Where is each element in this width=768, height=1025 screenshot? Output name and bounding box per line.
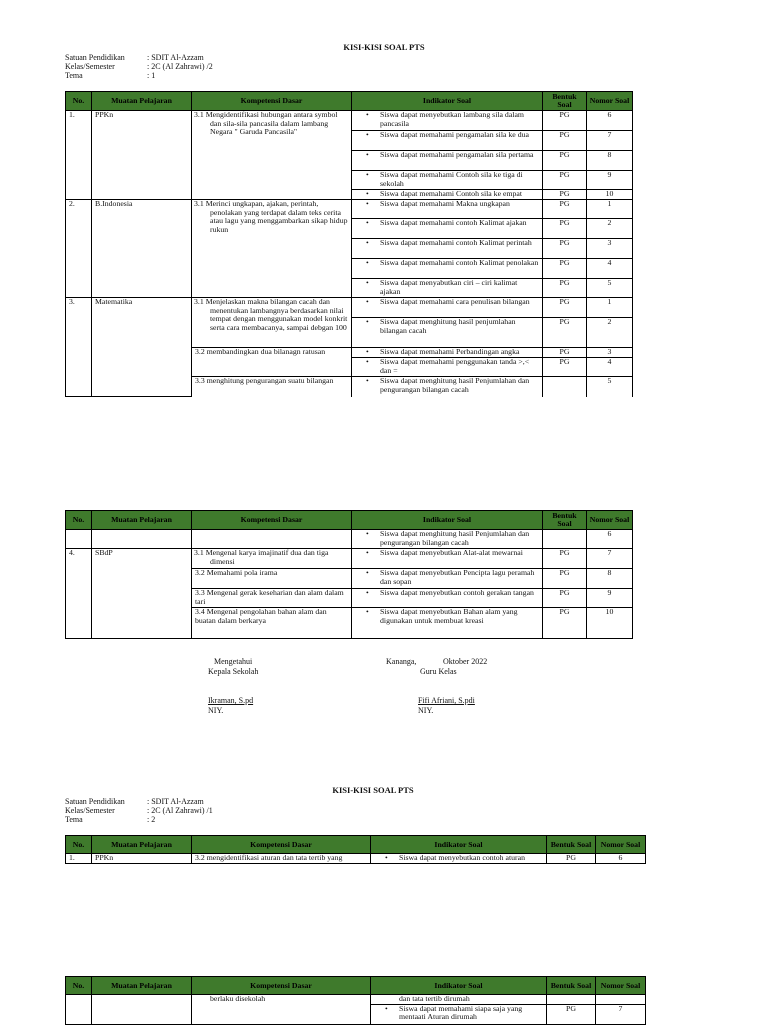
- question-number: 8: [587, 151, 633, 171]
- doc-title: KISI-KISI SOAL PTS: [343, 42, 425, 52]
- indicator: • Siswa dapat memahami contoh Kalimat perintah: [352, 239, 543, 259]
- form: PG: [543, 151, 587, 171]
- form: PG: [543, 589, 587, 608]
- indicator: • Siswa dapat menyebutkan contoh gerakan tangan: [352, 589, 543, 608]
- competency: 3.2 mengidentifikasi aturan dan tata tertib yang: [192, 854, 371, 864]
- form: PG: [543, 279, 587, 298]
- form: PG: [543, 111, 587, 131]
- row-number: 1.: [66, 854, 92, 864]
- indicator: • Siswa dapat memahami pengamalan sila ke dua: [352, 131, 543, 151]
- form: PG: [543, 358, 587, 377]
- form: PG: [543, 259, 587, 279]
- meta-label: Tema: [65, 815, 83, 824]
- question-number: 4: [587, 358, 633, 377]
- indicator: • Siswa dapat memahami Contoh sila ke empat: [352, 190, 543, 200]
- form: PG: [543, 239, 587, 259]
- kisi-table-3: [65, 835, 646, 864]
- signature-right-name: Fifi Afriani, S.pdi: [418, 696, 475, 705]
- form: PG: [543, 171, 587, 190]
- table-row: [66, 298, 633, 318]
- question-number: 1: [587, 200, 633, 219]
- header-bentuk: Bentuk Soal: [543, 92, 587, 111]
- question-number: 2: [587, 219, 633, 239]
- question-number: 2: [587, 318, 633, 348]
- header-nomor: Nomor Soal: [596, 977, 646, 995]
- question-number: 9: [587, 589, 633, 608]
- indicator: • Siswa dapat memahami Contoh sila ke tiga di sekolah: [352, 171, 543, 190]
- indicator: • Siswa dapat menghitung hasil penjumlahan bilangan cacah: [352, 318, 543, 348]
- table-row: [66, 111, 633, 131]
- signature-right-place: Kananga,: [386, 657, 417, 666]
- form: [543, 377, 587, 397]
- subject: Matematika: [92, 298, 192, 397]
- form: PG: [543, 190, 587, 200]
- meta-label: Satuan Pendidikan: [65, 797, 125, 806]
- question-number: 5: [587, 377, 633, 397]
- subject: [92, 995, 192, 1025]
- form: PG: [547, 1004, 596, 1024]
- subject: [92, 530, 192, 549]
- indicator: • Siswa dapat memahami cara penulisan bilangan: [352, 298, 543, 318]
- table-row: [66, 530, 633, 549]
- form: [547, 995, 596, 1005]
- form: PG: [543, 219, 587, 239]
- indicator: • Siswa dapat memahami pengamalan sila pertama: [352, 151, 543, 171]
- meta-label: Satuan Pendidikan: [65, 53, 125, 62]
- header-no: No.: [66, 92, 92, 111]
- header-no: No.: [66, 511, 92, 530]
- form: PG: [543, 569, 587, 589]
- indicator: • Siswa dapat memahami siapa saja yang mentaati Aturan dirumah: [371, 1004, 547, 1024]
- header-kd: Kompetensi Dasar: [192, 977, 371, 995]
- row-number: 4.: [66, 549, 92, 639]
- form: PG: [547, 854, 596, 864]
- header-muatan: Muatan Pelajaran: [92, 511, 192, 530]
- indicator: • Siswa dapat menyebutkan Bahan alam yang digunakan untuk membuat kreasi: [352, 608, 543, 639]
- row-number: 1.: [66, 111, 92, 200]
- competency: [192, 530, 352, 549]
- signature-left-role: Kepala Sekolah: [208, 667, 259, 676]
- header-indikator: Indikator Soal: [371, 836, 547, 854]
- doc-meta: [65, 797, 365, 824]
- meta-label: Tema: [65, 71, 83, 80]
- competency: berlaku disekolah: [192, 995, 371, 1025]
- doc-meta: [65, 53, 365, 80]
- indicator: • Siswa dapat memahami contoh Kalimat ajakan: [352, 219, 543, 239]
- header-bentuk: Bentuk Soal: [547, 836, 596, 854]
- question-number: 7: [587, 131, 633, 151]
- competency: 3.1 Mengidentifikasi hubungan antara symbol dan sila-sila pancasila dalam lambang Negara " Garuda Pancasila": [192, 111, 352, 200]
- subject: PPKn: [92, 111, 192, 200]
- question-number: 10: [587, 190, 633, 200]
- indicator: • Siswa dapat menyebutkan Alat-alat mewarnai: [352, 549, 543, 569]
- question-number: 1: [587, 298, 633, 318]
- question-number: 6: [587, 111, 633, 131]
- header-no: No.: [66, 836, 92, 854]
- subject: B.Indonesia: [92, 200, 192, 298]
- indicator: • Siswa dapat menghitung hasil Penjumlahan dan pengurangan bilangan cacah: [352, 377, 543, 397]
- question-number: 7: [596, 1004, 646, 1024]
- header-kd: Kompetensi Dasar: [192, 92, 352, 111]
- meta-label: Kelas/Semester: [65, 806, 115, 815]
- question-number: 10: [587, 608, 633, 639]
- form: [543, 530, 587, 549]
- signature-right-date: Oktober 2022: [443, 657, 488, 666]
- indicator: • Siswa dapat memahami Perbandingan angka: [352, 348, 543, 358]
- competency: 3.1 Mengenal karya imajinatif dua dan tiga dimensi: [192, 549, 352, 569]
- indicator: • Siswa dapat memahami contoh Kalimat penolakan: [352, 259, 543, 279]
- indicator: • Siswa dapat menyebutkan contoh aturan: [371, 854, 547, 864]
- meta-value: : SDIT Al-Azzam: [147, 53, 204, 62]
- indicator: • Siswa dapat memahami Makna ungkapan: [352, 200, 543, 219]
- header-nomor: Nomor Soal: [587, 511, 633, 530]
- form: PG: [543, 298, 587, 318]
- header-muatan: Muatan Pelajaran: [92, 977, 192, 995]
- question-number: 5: [587, 279, 633, 298]
- form: PG: [543, 131, 587, 151]
- meta-value: : 2: [147, 815, 156, 824]
- competency: 3.1 Menjelaskan makna bilangan cacah dan menentukan lambangnya berdasarkan nilai tempat dengan menggunakan model konkrit serta cara membacanya, sampai debgan 100: [192, 298, 352, 348]
- header-no: No.: [66, 977, 92, 995]
- question-number: 6: [596, 854, 646, 864]
- question-number: 7: [587, 549, 633, 569]
- question-number: 3: [587, 239, 633, 259]
- competency: 3.3 Mengenal gerak keseharian dan alam dalam tari: [192, 589, 352, 608]
- form: PG: [543, 549, 587, 569]
- question-number: 6: [587, 530, 633, 549]
- meta-label: Kelas/Semester: [65, 62, 115, 71]
- header-indikator: Indikator Soal: [352, 511, 543, 530]
- row-number: [66, 995, 92, 1025]
- question-number: [596, 995, 646, 1005]
- form: PG: [543, 318, 587, 348]
- header-kd: Kompetensi Dasar: [192, 836, 371, 854]
- competency: 3.1 Merinci ungkapan, ajakan, perintah, penolakan yang terdapat dalam teks cerita atau lagu yang menggambarkan sikap hidup rukun: [192, 200, 352, 298]
- table-row: [66, 854, 646, 864]
- row-number: 3.: [66, 298, 92, 397]
- header-bentuk: Bentuk Soal: [547, 977, 596, 995]
- table-row: [66, 549, 633, 569]
- kisi-table-1: [65, 91, 633, 397]
- indicator: • Siswa dapat menyebutkan lambang sila dalam pancasila: [352, 111, 543, 131]
- meta-value: : 2C (Al Zahrawi) /2: [147, 62, 213, 71]
- kisi-table-4: [65, 976, 646, 1025]
- form: PG: [543, 348, 587, 358]
- signature-right-niy: NIY.: [418, 706, 434, 715]
- kisi-table-2: [65, 510, 633, 639]
- header-nomor: Nomor Soal: [587, 92, 633, 111]
- question-number: 8: [587, 569, 633, 589]
- header-muatan: Muatan Pelajaran: [92, 92, 192, 111]
- header-kd: Kompetensi Dasar: [192, 511, 352, 530]
- meta-value: : 1: [147, 71, 156, 80]
- meta-value: : SDIT Al-Azzam: [147, 797, 204, 806]
- table-row: [66, 200, 633, 219]
- subject: SBdP: [92, 549, 192, 639]
- signature-right-role: Guru Kelas: [420, 667, 457, 676]
- header-indikator: Indikator Soal: [352, 92, 543, 111]
- question-number: 3: [587, 348, 633, 358]
- table-row: [66, 995, 646, 1005]
- row-number: 2.: [66, 200, 92, 298]
- competency: 3.2 membandingkan dua bilanagn ratusan: [192, 348, 352, 377]
- row-number: [66, 530, 92, 549]
- question-number: 4: [587, 259, 633, 279]
- indicator: dan tata tertib dirumah: [371, 995, 547, 1005]
- header-indikator: Indikator Soal: [371, 977, 547, 995]
- competency: 3.3 menghitung pengurangan suatu bilangan: [192, 377, 352, 397]
- signature-left-label: Mengetahui: [214, 657, 253, 666]
- meta-value: : 2C (Al Zahrawi) /1: [147, 806, 213, 815]
- competency: 3.4 Mengenal pengolahan bahan alam dan buatan dalam berkarya: [192, 608, 352, 639]
- indicator: • Siswa dapat menyebutkan Pencipta lagu peramah dan sopan: [352, 569, 543, 589]
- signature-left-name: Ikraman, S.pd: [208, 696, 254, 705]
- header-bentuk: Bentuk Soal: [543, 511, 587, 530]
- indicator: • Siswa dapat menyabutkan ciri – ciri kalimat ajakan: [352, 279, 543, 298]
- indicator: • Siswa dapat memahami penggunakan tanda >,< dan =: [352, 358, 543, 377]
- form: PG: [543, 200, 587, 219]
- question-number: 9: [587, 171, 633, 190]
- header-nomor: Nomor Soal: [596, 836, 646, 854]
- subject: PPKn: [92, 854, 192, 864]
- competency: 3.2 Memahami pola irama: [192, 569, 352, 589]
- indicator: • Siswa dapat menghitung hasil Penjumlahan dan pengurangan bilangan cacah: [352, 530, 543, 549]
- doc-title: KISI-KISI SOAL PTS: [332, 785, 414, 795]
- header-muatan: Muatan Pelajaran: [92, 836, 192, 854]
- signature-left-niy: NIY.: [208, 706, 224, 715]
- form: PG: [543, 608, 587, 639]
